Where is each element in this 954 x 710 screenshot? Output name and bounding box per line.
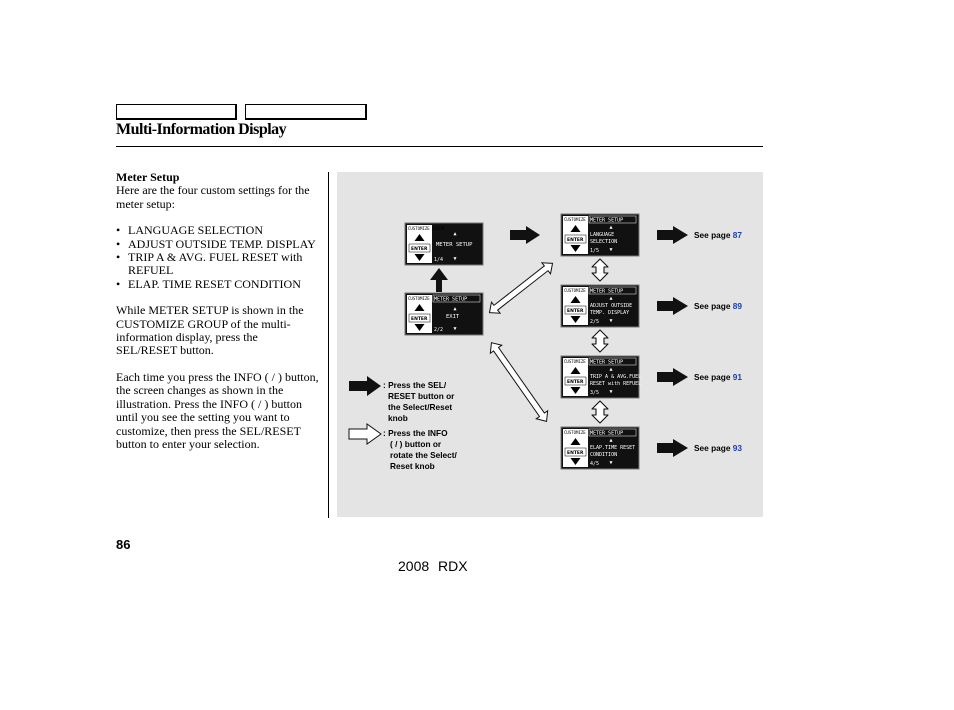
screen-fraction: 2/5 [590, 319, 600, 325]
screen-header: CUSTOMIZE MENU [564, 359, 598, 364]
see-page-ref [694, 301, 742, 311]
instruction-paragraph-2: Each time you press the INFO ( / ) button, the screen changes as shown in the illustration. Press the INFO ( / ) button until you see the setting you want to customize, then press the SEL/RESET button to enter your selection. [116, 369, 319, 451]
white-updown-arrow [592, 259, 608, 281]
see-page-ref [694, 443, 742, 453]
white-diagonal-arrow-down [486, 339, 553, 426]
header-tab-box-1 [116, 104, 237, 120]
legend-black-arrow [349, 376, 457, 423]
section-title: Multi-Information Display [116, 121, 287, 138]
white-updown-arrow [592, 401, 608, 423]
page-link[interactable]: 93 [732, 443, 742, 453]
screen-header: CUSTOMIZE MENU [408, 296, 442, 301]
screen-title: METER SETUP [590, 217, 624, 224]
svg-text:▲: ▲ [453, 306, 457, 312]
enter-label: ENTER [567, 309, 584, 314]
setting-screen [561, 285, 639, 327]
svg-text:▲: ▲ [609, 437, 613, 444]
setting-screen [561, 427, 639, 469]
svg-text:▼: ▼ [453, 326, 457, 332]
legend-white-line: rotate the Select/ [390, 450, 457, 460]
svg-text:▼: ▼ [609, 247, 613, 253]
legend-white-line: Reset knob [390, 461, 435, 471]
list-item: • ELAP. TIME RESET CONDITION [116, 278, 321, 291]
meter-setup-heading: Meter Setup [116, 170, 180, 184]
legend-white-arrow [349, 424, 459, 471]
screen-title: METER SETUP [590, 288, 624, 295]
screen-line: TEMP. DISPLAY [590, 310, 630, 316]
header-tab-box-2 [245, 104, 367, 120]
legend-black-line: RESET button or [388, 391, 455, 401]
intro-text: Here are the four custom settings for the meter setup: [116, 183, 310, 211]
diagram-svg [337, 172, 763, 517]
screen-line: LANGUAGE [590, 232, 615, 238]
screen-fraction: 3/5 [590, 390, 600, 396]
footer-model: 2008 RDX [398, 558, 468, 574]
settings-screens [561, 214, 742, 469]
enter-label: ENTER [411, 317, 428, 322]
screen-title: METER SETUP [434, 296, 468, 303]
svg-text:▼: ▼ [453, 256, 457, 262]
screen-fraction: 2/2 [434, 327, 444, 333]
svg-text:▲: ▲ [453, 231, 457, 237]
screen-line: CONDITION [590, 452, 618, 458]
list-item: • TRIP A & AVG. FUEL RESET with REFUEL [116, 251, 321, 278]
see-page-label: See page [694, 230, 733, 240]
flow-diagram [337, 172, 763, 517]
enter-label: ENTER [411, 247, 428, 252]
screen-meter-setup [405, 223, 483, 265]
screen-line: ELAP.TIME RESET [590, 445, 636, 451]
settings-list [116, 224, 321, 291]
page-link[interactable]: 89 [732, 301, 742, 311]
legend-black-line: knob [388, 413, 408, 423]
legend-white-line: ( / ) button or [390, 439, 442, 449]
left-column [116, 171, 321, 451]
black-right-arrow [657, 439, 688, 457]
svg-text:▲: ▲ [609, 224, 613, 231]
screen-header: CUSTOMIZE MENU [564, 288, 598, 293]
title-rule [116, 146, 763, 147]
screen-fraction: 4/5 [590, 461, 600, 467]
list-item: • ADJUST OUTSIDE TEMP. DISPLAY [116, 238, 321, 251]
legend-black-line: : Press the SEL/ [383, 380, 447, 390]
see-page-ref [694, 230, 742, 240]
white-diagonal-arrow-up [485, 258, 557, 318]
black-up-arrow [430, 268, 448, 292]
svg-text:▼: ▼ [609, 389, 613, 395]
screen-line: SELECTION [590, 239, 618, 245]
svg-text:▲: ▲ [609, 366, 613, 373]
see-page-ref [694, 372, 742, 382]
black-right-arrow [657, 368, 688, 386]
screen-header: CUSTOMIZE MENU [564, 217, 598, 222]
column-divider [328, 172, 329, 518]
screen-header: CUSTOMIZE GROUP [408, 226, 445, 231]
see-page-label: See page [694, 443, 733, 453]
enter-label: ENTER [567, 380, 584, 385]
see-page-label: See page [694, 372, 733, 382]
page-link[interactable]: 87 [732, 230, 742, 240]
svg-text:: Press the SEL/ RESET [383, 380, 457, 423]
svg-text:▼: ▼ [609, 460, 613, 466]
black-right-arrow [510, 226, 540, 244]
screen-text: EXIT [446, 314, 460, 320]
instruction-paragraph-1: While METER SETUP is shown in the CUSTOMIZE GROUP of the multi-information display, press the SEL/RESET button. [116, 303, 304, 358]
white-updown-arrow [592, 330, 608, 352]
enter-label: ENTER [567, 238, 584, 243]
enter-label: ENTER [567, 451, 584, 456]
page-number: 86 [116, 537, 131, 552]
screen-header: CUSTOMIZE MENU [564, 430, 598, 435]
screen-exit [405, 293, 483, 335]
setting-screen [561, 356, 641, 398]
setting-screen [561, 214, 639, 256]
screen-text: METER SETUP [436, 242, 473, 248]
see-page-label: See page [694, 301, 733, 311]
black-right-arrow [657, 297, 688, 315]
screen-line: ADJUST OUTSIDE [590, 303, 633, 309]
list-item: • LANGUAGE SELECTION [116, 224, 321, 237]
screen-line: TRIP A & AVG.FUEL [590, 374, 642, 380]
screen-fraction: 1/5 [590, 248, 600, 254]
page-link[interactable]: 91 [732, 372, 742, 382]
legend-white-line: : Press the INFO [383, 428, 448, 438]
black-right-arrow [657, 226, 688, 244]
svg-text:▼: ▼ [609, 318, 613, 324]
screen-title: METER SETUP [590, 359, 624, 366]
svg-text:▲: ▲ [609, 295, 613, 302]
screen-title: METER SETUP [590, 430, 624, 437]
svg-text:: Press the INFO ( / [383, 428, 459, 471]
legend-black-line: the Select/Reset [388, 402, 453, 412]
screen-line: RESET with REFUEL [590, 381, 642, 387]
screen-fraction: 1/4 [434, 257, 444, 263]
